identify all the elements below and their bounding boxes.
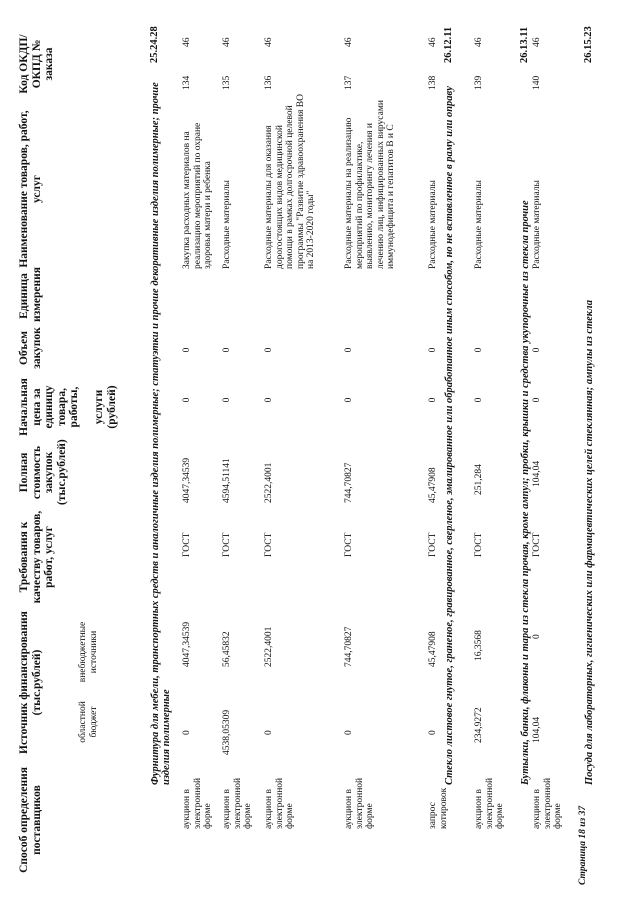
row-total: 251,284: [474, 464, 484, 495]
row-regional: 744,70827: [344, 626, 354, 667]
header-requirements: Требования к качеству товаров, работ, услуг: [18, 510, 55, 604]
page-number: Страница 18 из 37: [578, 805, 588, 885]
row-regional: 45,47908: [428, 631, 438, 667]
row-extra: 0: [264, 730, 274, 735]
row-order: 134: [182, 75, 192, 90]
row-order: 138: [428, 75, 438, 90]
row-price: 0: [182, 397, 192, 403]
header-price: [18, 374, 118, 440]
row-req: ГОСТ: [428, 532, 438, 557]
header-source-regional: областной бюджет: [78, 701, 99, 743]
row-total: 2522,4001: [264, 462, 274, 503]
row-regional: 2522,4001: [264, 626, 274, 667]
section-code: 25.24.28: [149, 26, 160, 63]
row-method: аукцион в электронной форме: [474, 777, 505, 829]
header-unit: Единица измерения: [18, 267, 43, 322]
section-title: Бутылки, банки, флаконы и тара из стекла прочая, кроме ампул; пробки, крышки и средства укупорочные из стекла прочие: [520, 200, 531, 785]
row-extra: 0: [428, 730, 438, 735]
section-code: 26.13.11: [519, 26, 530, 63]
row-num: 46: [344, 37, 354, 47]
header-volume: Объем закупок: [18, 327, 43, 369]
row-method: аукцион в электронной форме: [532, 777, 563, 829]
header-source-extra: внебюджетные источники: [78, 621, 99, 683]
row-req: ГОСТ: [182, 532, 192, 557]
row-req: ГОСТ: [532, 532, 542, 557]
row-method: аукцион в электронной форме: [344, 777, 375, 829]
row-num: 46: [222, 37, 232, 47]
row-total: 4594,51141: [222, 458, 232, 503]
row-regional: 0: [532, 634, 542, 639]
header-price-bottom: услуги (рублей): [93, 385, 118, 429]
row-total: 104,04: [532, 460, 542, 487]
row-num: 46: [264, 37, 274, 47]
row-volume: 0: [222, 347, 232, 353]
row-price: 0: [344, 397, 354, 403]
row-price: 0: [532, 397, 542, 403]
row-price: 0: [474, 397, 484, 403]
row-req: ГОСТ: [344, 532, 354, 557]
row-volume: 0: [474, 347, 484, 353]
row-volume: 0: [344, 347, 354, 353]
row-name: Расходные материалы: [222, 180, 232, 269]
row-volume: 0: [532, 347, 542, 353]
row-price: 0: [222, 397, 232, 403]
row-extra: 4538,05309: [222, 709, 232, 755]
row-extra: 104,04: [532, 716, 542, 743]
row-volume: 0: [182, 347, 192, 353]
header-source: Источник финансирования (тыс.рублей): [18, 611, 43, 754]
row-total: 4047,34539: [182, 457, 192, 503]
row-name: Закупка расходных материалов на реализацию мероприятий по охране здоровья матери и ребенка: [182, 122, 213, 269]
header-price-top: Начальная цена за единицу товара, работы,: [18, 378, 80, 436]
section-title: Фурнитура для мебели, транспортных средств и аналогичные изделия полимерные; статуэтки и прочие декоративные изделия полимерные; прочие изделия полимерные: [150, 82, 172, 785]
row-regional: 56,45832: [222, 631, 232, 667]
row-extra: 0: [344, 730, 354, 735]
row-req: ГОСТ: [264, 532, 274, 557]
row-regional: 4047,34539: [182, 621, 192, 667]
row-num: 46: [182, 37, 192, 47]
section-title: Стекло листовое гнутое, граненое, гравированное, сверленое, эмалированное или обработанное иным способом, но не вставленное в раму или оправу: [444, 86, 455, 785]
row-method: аукцион в электронной форме: [222, 777, 253, 829]
header-total: Полная стоимость закупок (тыс.рублей): [18, 439, 68, 505]
header-code: Код ОКДП/ ОКПД № заказа: [18, 34, 55, 94]
row-order: 139: [474, 75, 484, 90]
row-total: 45,47908: [428, 467, 438, 503]
row-regional: 16,3568: [474, 630, 484, 661]
row-price: 0: [428, 397, 438, 403]
section-title: Посуда для лабораторных, гигиенических или фармацевтических целей стеклянная; ампулы из стекла: [584, 300, 595, 785]
row-num: 46: [474, 37, 484, 47]
row-order: 137: [344, 75, 354, 90]
row-name: Расходные материалы: [474, 180, 484, 269]
row-order: 135: [222, 75, 232, 90]
header-method: Способ определения поставщиков: [18, 767, 43, 873]
header-name: Наименование товаров, работ, услуг: [18, 110, 43, 268]
row-order: 140: [532, 75, 542, 90]
row-name: Расходные материалы: [428, 180, 438, 269]
row-order: 136: [264, 75, 274, 90]
row-price: 0: [264, 397, 274, 403]
row-name: Расходные материалы: [532, 180, 542, 269]
row-method: аукцион в электронной форме: [182, 777, 213, 829]
row-volume: 0: [428, 347, 438, 353]
row-name: Расходные материалы на реализацию мероприятий по профилактике, выявлению, мониторингу лечения и лечению лиц, инфицированных вирусами иммунодефицита и гепатитов В и С: [344, 100, 396, 269]
row-num: 46: [532, 37, 542, 47]
row-req: ГОСТ: [474, 532, 484, 557]
row-num: 46: [428, 37, 438, 47]
section-code: 26.15.23: [583, 26, 594, 63]
row-name: Расходные материалы для оказания дорогостоящих видов медицинской помощи в рамках долгосрочной целевой программы "Развитие здравоохранения ВО на 2013-2020 годы": [264, 94, 316, 269]
section-code: 26.12.11: [443, 26, 454, 63]
row-extra: 0: [182, 730, 192, 735]
row-total: 744,70827: [344, 462, 354, 503]
row-method: запрос котировок: [428, 787, 449, 829]
row-method: аукцион в электронной форме: [264, 777, 295, 829]
row-req: ГОСТ: [222, 532, 232, 557]
row-volume: 0: [264, 347, 274, 353]
row-extra: 234,9272: [474, 707, 484, 743]
